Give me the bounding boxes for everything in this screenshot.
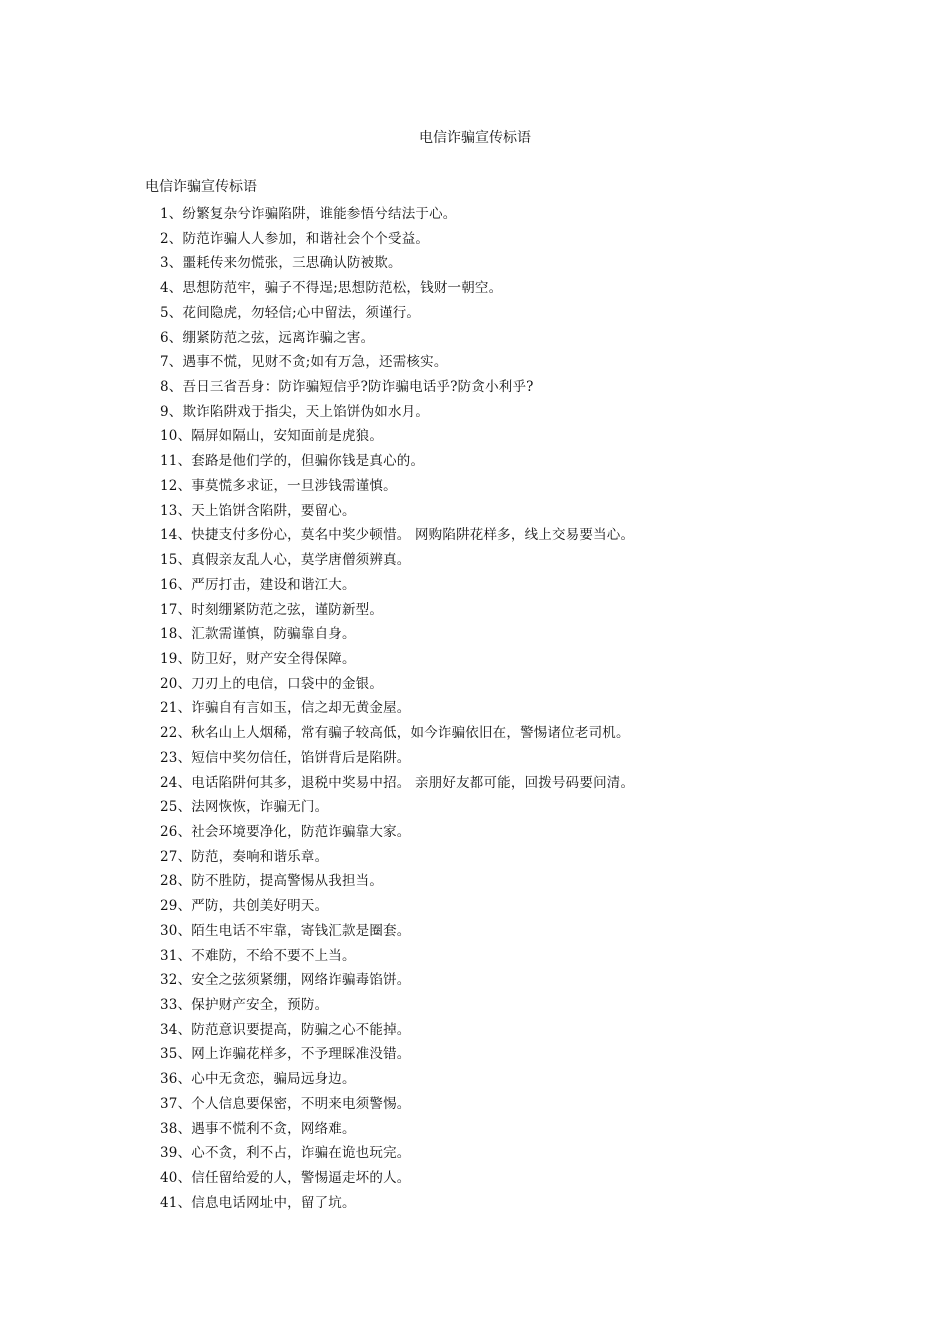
slogan-item: 18、汇款需谨慎，防骗靠自身。 xyxy=(160,626,356,643)
slogan-list xyxy=(160,202,900,1215)
slogan-item: 14、快捷支付多份心，莫名中奖少顿惜。 网购陷阱花样多，线上交易要当心。 xyxy=(160,527,635,544)
slogan-item: 7、遇事不慌，见财不贪;如有万急，还需核实。 xyxy=(160,354,448,371)
slogan-item: 21、诈骗自有言如玉，信之却无黄金屋。 xyxy=(160,700,411,717)
slogan-item: 40、信任留给爱的人，警惕逼走坏的人。 xyxy=(160,1170,411,1187)
slogan-item: 36、心中无贪恋，骗局远身边。 xyxy=(160,1071,356,1088)
slogan-item: 41、信息电话网址中，留了坑。 xyxy=(160,1194,356,1211)
slogan-item: 9、欺诈陷阱戏于指尖，天上馅饼伪如水月。 xyxy=(160,403,430,420)
slogan-item: 24、电话陷阱何其多，退税中奖易中招。 亲朋好友都可能，回拨号码要问清。 xyxy=(160,774,635,791)
slogan-item: 39、心不贪，利不占，诈骗在诡也玩完。 xyxy=(160,1145,411,1162)
slogan-item: 11、套路是他们学的，但骗你钱是真心的。 xyxy=(160,453,425,470)
slogan-item: 22、秋名山上人烟稀，常有骗子较高低，如今诈骗依旧在，警惕诸位老司机。 xyxy=(160,725,630,742)
slogan-item: 23、短信中奖勿信任，馅饼背后是陷阱。 xyxy=(160,749,411,766)
slogan-item: 28、防不胜防，提高警惕从我担当。 xyxy=(160,873,384,890)
slogan-item: 27、防范，奏响和谐乐章。 xyxy=(160,848,329,865)
slogan-item: 29、严防，共创美好明天。 xyxy=(160,898,329,915)
slogan-item: 37、个人信息要保密，不明来电须警惕。 xyxy=(160,1095,411,1112)
slogan-item: 32、安全之弦须紧绷，网络诈骗毒馅饼。 xyxy=(160,972,411,989)
slogan-item: 1、纷繁复杂兮诈骗陷阱，谁能参悟兮结法于心。 xyxy=(160,206,457,222)
document-title: 电信诈骗宣传标语 xyxy=(419,130,531,146)
slogan-item: 38、遇事不慌利不贪，网络难。 xyxy=(160,1120,356,1137)
slogan-item: 25、法网恢恢，诈骗无门。 xyxy=(160,799,329,816)
slogan-item: 12、事莫慌多求证，一旦涉钱需谨慎。 xyxy=(160,477,397,494)
slogan-item: 19、防卫好，财产安全得保障。 xyxy=(160,650,356,667)
slogan-item: 4、思想防范牢，骗子不得逞;思想防范松，钱财一朝空。 xyxy=(160,280,503,297)
slogan-item: 17、时刻绷紧防范之弦，谨防新型。 xyxy=(160,601,384,618)
slogan-item: 5、花间隐虎，勿轻信;心中留法，须谨行。 xyxy=(160,304,421,321)
slogan-item: 6、绷紧防范之弦，远离诈骗之害。 xyxy=(160,329,375,346)
slogan-item: 10、隔屏如隔山，安知面前是虎狼。 xyxy=(160,428,384,445)
slogan-item: 34、防范意识要提高，防骗之心不能掉。 xyxy=(160,1021,411,1038)
slogan-item: 26、社会环境要净化，防范诈骗靠大家。 xyxy=(160,823,411,840)
slogan-item: 30、陌生电话不牢靠，寄钱汇款是圈套。 xyxy=(160,922,411,939)
slogan-item: 35、网上诈骗花样多，不予理睬准没错。 xyxy=(160,1046,411,1063)
slogan-item: 33、保护财产安全，预防。 xyxy=(160,997,329,1013)
slogan-item: 31、不难防，不给不要不上当。 xyxy=(160,947,356,964)
slogan-item: 15、真假亲友乱人心，莫学唐僧须辨真。 xyxy=(160,552,411,569)
slogan-item: 16、严厉打击，建设和谐江大。 xyxy=(160,576,356,593)
slogan-item: 20、刀刃上的电信，口袋中的金银。 xyxy=(160,675,384,692)
slogan-item: 3、噩耗传来勿慌张，三思确认防被欺。 xyxy=(160,255,402,272)
section-heading: 电信诈骗宣传标语 xyxy=(145,179,257,195)
slogan-item: 2、防范诈骗人人参加，和谐社会个个受益。 xyxy=(160,230,430,247)
slogan-item: 13、天上馅饼含陷阱，要留心。 xyxy=(160,502,356,519)
slogan-item: 8、吾日三省吾身：防诈骗短信乎?防诈骗电话乎?防贪小利乎? xyxy=(160,379,534,396)
